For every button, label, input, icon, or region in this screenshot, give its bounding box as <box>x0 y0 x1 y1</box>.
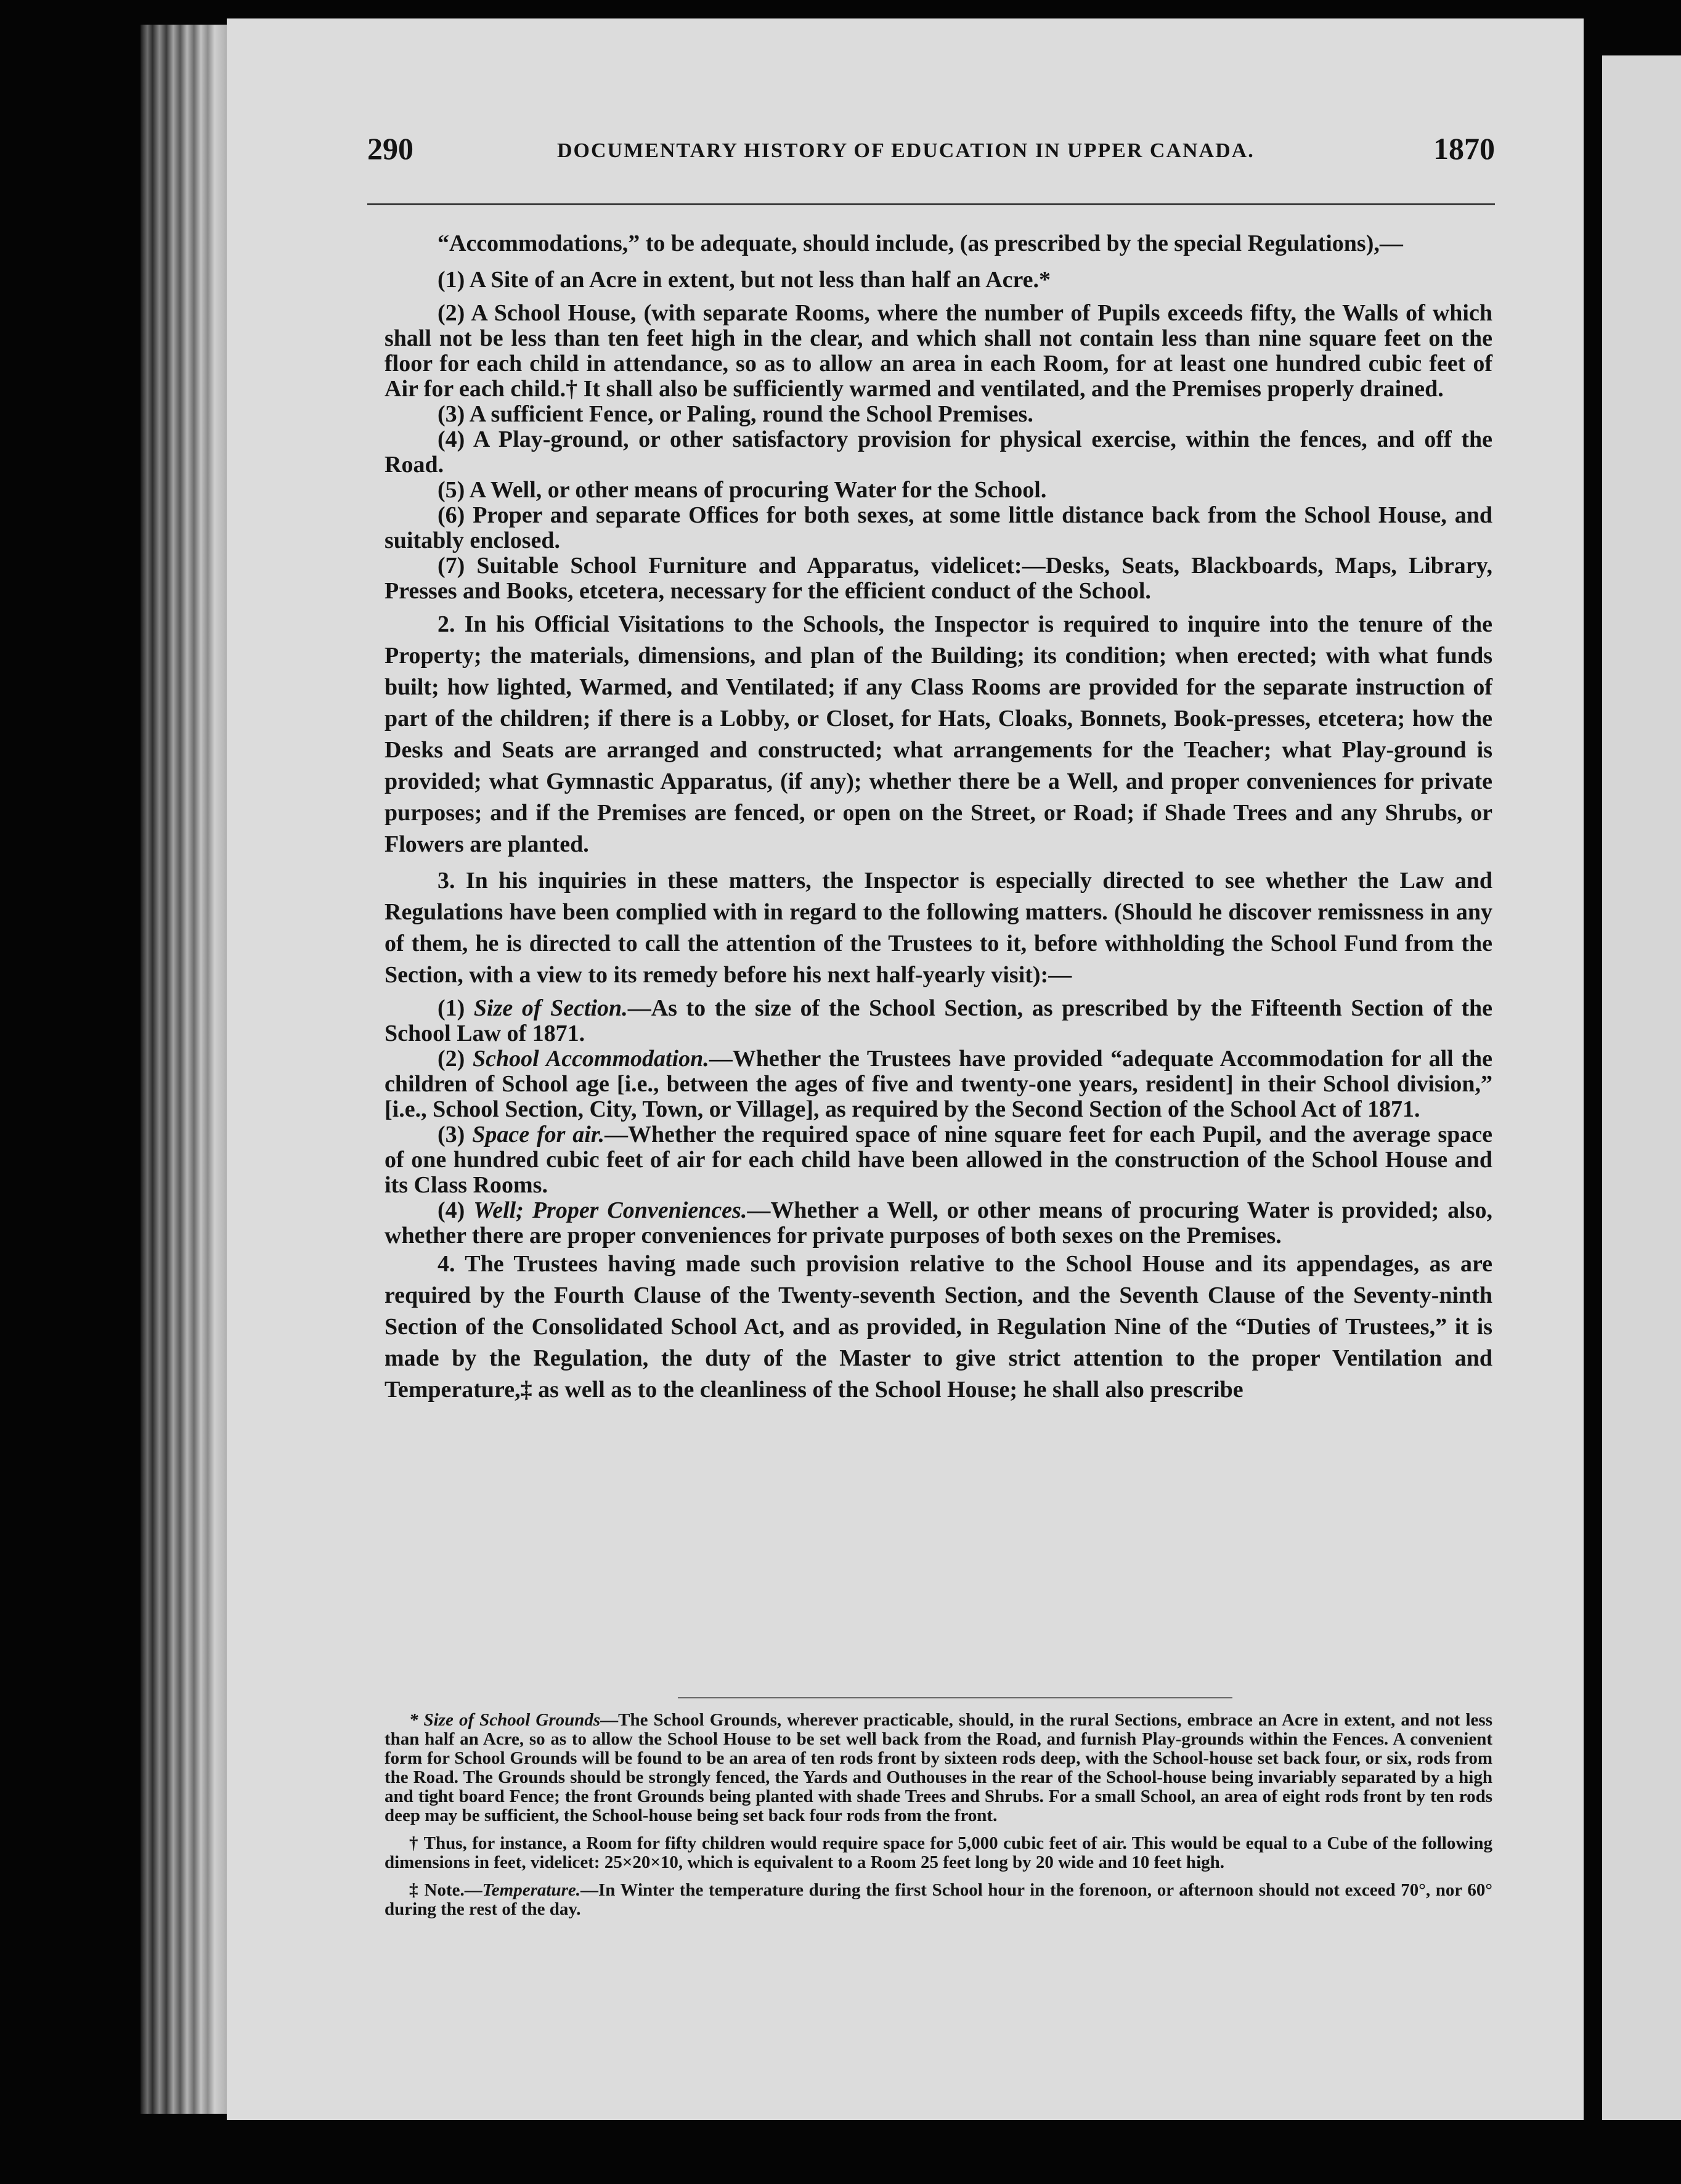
main-text <box>385 228 1492 1406</box>
list-item-1: (1) A Site of an Acre in extent, but not less than half an Acre.* <box>438 267 1051 293</box>
page-number: 290 <box>367 131 413 166</box>
list-item-4: (4) A Play-ground, or other satisfactory provision for physical exercise, within the fences, and off the Road. <box>385 426 1492 478</box>
list-item-5: (5) A Well, or other means of procuring Water for the School. <box>438 477 1047 503</box>
footnote-3-label: ‡ Note.— <box>409 1880 482 1900</box>
footnote-2: † Thus, for instance, a Room for fifty children would require space for 5,000 cubic feet of air. This would be equal to a Cube of the following dimensions in feet, videlicet: 25×20×10, which is equivalent to a Room 25 feet long by 20 wide and 10 feet high. <box>385 1833 1492 1872</box>
book-spine-edges <box>140 25 227 2114</box>
sub-item-3-label: Space for air. <box>472 1122 605 1147</box>
paragraph-4: 4. The Trustees having made such provision relative to the School House and its appendages, as are required by the Fourth Clause of the Twenty-seventh Section, and the Seventh Clause of the Seventy-ninth Section of the Consolidated School Act, and as provided, in Regulation Nine of the “Duties of Trustees,” it is made by the Regulation, the duty of the Master to give strict attention to the proper Ventilation and Temperature,‡ as well as to the cleanliness of the School House; he shall also prescribe <box>385 1251 1492 1403</box>
footnote-3 <box>385 1881 1492 1919</box>
sub-item-4-label: Well; Proper Conveniences. <box>473 1197 747 1223</box>
footnotes <box>385 1711 1492 1928</box>
sub-item-2-label: School Accommodation. <box>472 1046 709 1072</box>
sub-item-4-text: —Whether a Well, or other means of procuring Water is provided; also, whether there are proper conveniences for private purposes of both sexes on the Premises. <box>385 1197 1493 1249</box>
running-title: DOCUMENTARY HISTORY OF EDUCATION IN UPPER CANADA. <box>557 139 1255 162</box>
footnote-3-text: —In Winter the temperature during the first School hour in the forenoon, or afternoon should not exceed 70°, nor 60° during the rest of the day. <box>385 1880 1492 1919</box>
sub-item-3-text: —Whether the required space of nine square feet for each Pupil, and the average space of one hundred cubic feet of air for each child have been allowed in the construction of the School House and its Class Rooms. <box>385 1122 1493 1198</box>
paragraph-3: 3. In his inquiries in these matters, the Inspector is especially directed to see whether the Law and Regulations have been complied with in regard to the following matters. (Should he discover remissness in any of them, he is directed to call the attention of the Trustees to it, before withholding the School Fund from the Section, with a view to its remedy before his next half-yearly visit):— <box>385 868 1492 988</box>
page-header <box>367 131 1495 174</box>
paragraph-2: 2. In his Official Visitations to the Schools, the Inspector is required to inquire into the tenure of the Property; the materials, dimensions, and plan of the Building; its condition; when erected; with what funds built; how lighted, Warmed, and Ventilated; if any Class Rooms are provided for the separate instruction of part of the children; if there is a Lobby, or Closet, for Hats, Cloaks, Bonnets, Book-presses, etcetera; how the Desks and Seats are arranged and constructed; what arrangements for the Teacher; what Play-ground is provided; what Gymnastic Apparatus, (if any); whether there be a Well, and proper conveniences for private purposes; and if the Premises are fenced, or open on the Street, or Road; if Shade Trees and any Shrubs, or Flowers are planted. <box>385 611 1492 857</box>
sub-item-1: (1) Size of Section.—As to the size of the School Section, as prescribed by the Fifteenth Section of the School Law of 1871. <box>385 995 1493 1046</box>
facing-page-edge <box>1602 55 1681 2120</box>
intro-paragraph: “Accommodations,” to be adequate, should include, (as prescribed by the special Regulations),— <box>438 230 1403 256</box>
header-year: 1870 <box>1433 131 1495 166</box>
footnote-1 <box>385 1711 1492 1825</box>
sub-item-1-label: Size of Section. <box>473 995 628 1021</box>
footnote-1-label: * Size of School Grounds <box>409 1710 601 1730</box>
sub-item-2: (2) School Accommodation.—Whether the Trustees have provided “adequate Accommodation for all the children of School age [i.e., between the ages of five and twenty-one years, resident] in their School division,” [i.e., School Section, City, Town, or Village], as required by the Second Section of the School Act of 1871. <box>385 1046 1492 1122</box>
sub-item-2-text: —Whether the Trustees have provided “adequate Accommodation for all the children of School age [i.e., between the ages of five and twenty-one years, resident] in their School division,” [i.e., School Section, City, Town, or Village], as required by the Second Section of the School Act of 1871. <box>385 1046 1492 1122</box>
footnote-rule <box>678 1697 1232 1698</box>
header-rule <box>367 203 1495 205</box>
sub-item-4: (4) Well; Proper Conveniences.—Whether a Well, or other means of procuring Water is provided; also, whether there are proper conveniences for private purposes of both sexes on the Premises. <box>385 1197 1493 1249</box>
list-item-3: (3) A sufficient Fence, or Paling, round the School Premises. <box>438 401 1033 427</box>
sub-item-1-text: —As to the size of the School Section, as prescribed by the Fifteenth Section of the School Law of 1871. <box>385 995 1493 1046</box>
page-gutter <box>1584 18 1602 2120</box>
list-item-7: (7) Suitable School Furniture and Apparatus, videlicet:—Desks, Seats, Blackboards, Maps, Library, Presses and Books, etcetera, necessary for the efficient conduct of the School. <box>385 553 1492 604</box>
footnote-3-italic: Temperature. <box>482 1880 580 1900</box>
list-item-6: (6) Proper and separate Offices for both sexes, at some little distance back from the School House, and suitably enclosed. <box>385 502 1492 553</box>
sub-item-3: (3) Space for air.—Whether the required space of nine square feet for each Pupil, and the average space of one hundred cubic feet of air for each child have been allowed in the construction of the School House and its Class Rooms. <box>385 1122 1493 1198</box>
list-item-2: (2) A School House, (with separate Rooms, where the number of Pupils exceeds fifty, the Walls of which shall not be less than ten feet high in the clear, and which shall not contain less than nine square feet on the floor for each child in attendance, so as to allow an area in each Room, for at least one hundred cubic feet of Air for each child.† It shall also be sufficiently warmed and ventilated, and the Premises properly drained. <box>385 300 1492 402</box>
footnote-1-text: —The School Grounds, wherever practicable, should, in the rural Sections, embrace an Acre in extent, and not less than half an Acre, so as to allow the School House to be set well back from the Road, and furnish Play-grounds within the Fences. A convenient form for School Grounds will be found to be an area of ten rods front by sixteen rods deep, with the School-house set back four, or six, rods from the Road. The Grounds should be strongly fenced, the Yards and Outhouses in the rear of the School-house being invariably separated by a high and tight board Fence; the front Grounds being planted with shade Trees and Shrubs. For a small School, an area of eight rods front by ten rods deep may be sufficient, the School-house being set back four rods from the front. <box>385 1710 1492 1825</box>
